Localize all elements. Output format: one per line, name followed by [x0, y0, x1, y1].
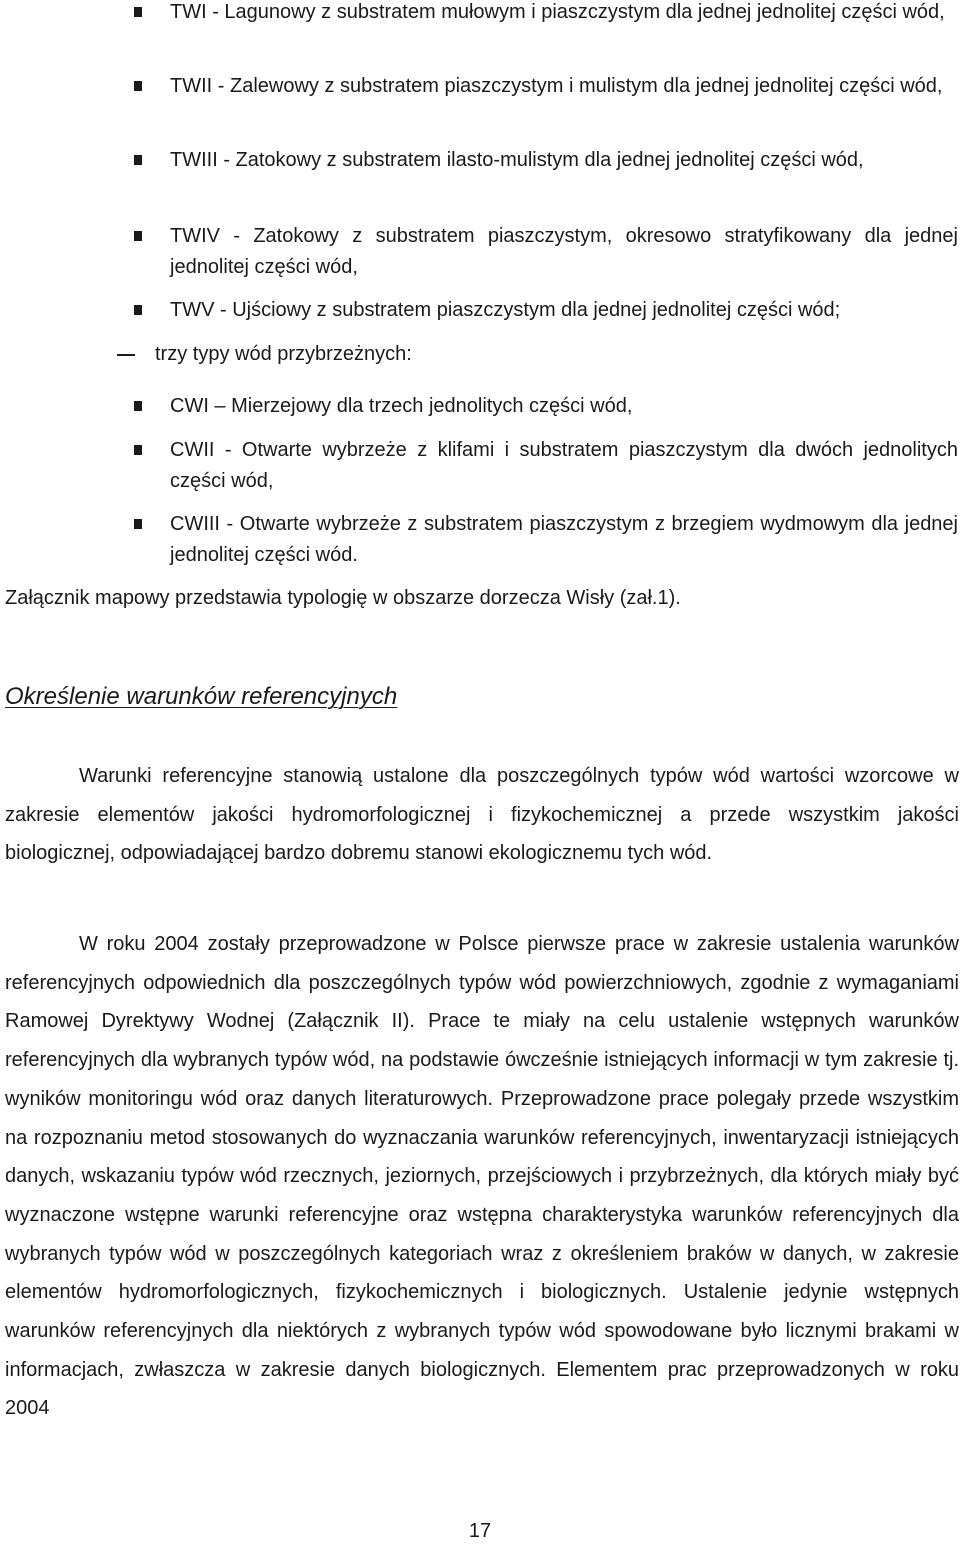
dash-list-item — [155, 339, 955, 370]
list-item-twiii — [170, 145, 958, 176]
list-item-text: TWIII - Zatokowy z substratem ilasto-mulistym dla jednej jednolitej części wód, — [170, 149, 864, 171]
square-bullet-icon — [134, 401, 142, 411]
square-bullet-icon — [134, 445, 142, 455]
list-item-text: TWII - Zalewowy z substratem piaszczystym i mulistym dla jednej jednolitej części wód, — [170, 75, 943, 97]
list-item-text: TWIV - Zatokowy z substratem piaszczystym, okresowo stratyfikowany dla jednej jednolitej części wód, — [170, 225, 958, 278]
list-item-cwiii — [170, 509, 958, 571]
square-bullet-icon — [134, 81, 142, 91]
list-item-twii — [170, 71, 958, 102]
paragraph-1: Warunki referencyjne stanowią ustalone dla poszczególnych typów wód wartości wzorcowe w zakresie elementów jakości hydromorfologicznej i fizykochemicznej a przede wszystkim jakości biologicznej, odpowiadającej bardzo dobremu stanowi ekologicznemu tych wód. — [5, 765, 959, 865]
square-bullet-icon — [134, 231, 142, 241]
paragraph-2: W roku 2004 zostały przeprowadzone w Polsce pierwsze prace w zakresie ustalenia warunków referencyjnych odpowiednich dla poszczególnych typów wód powierzchniowych, zgodnie z wymaganiami Ramowej Dyrektywy Wodnej (Załącznik II). Prace te miały na celu ustalenie wstępnych warunków referencyjnych dla wybranych typów wód, na podstawie ówcześnie istniejących informacji w tym zakresie tj. wyników monitoringu wód oraz danych literaturowych. Przeprowadzone prace polegały przede wszystkim na rozpoznaniu metod stosowanych do wyznaczania warunków referencyjnych, inwentaryzacji istniejących danych, wskazaniu typów wód rzecznych, jeziornych, przejściowych i przybrzeżnych, dla których miały być wyznaczone wstępne warunki referencyjne oraz wstępna charakterystyka warunków referencyjnych dla wybranych typów wód w poszczególnych kategoriach wraz z określeniem braków w danych, w zakresie elementów hydromorfologicznych, fizykochemicznych i biologicznych. Ustalenie jedynie wstępnych warunków referencyjnych dla niektórych z wybranych typów wód spowodowane było licznymi brakami w informacjach, zwłaszcza w zakresie danych biologicznych. Elementem prac przeprowadzonych w roku 2004 — [5, 933, 959, 1420]
list-item-text: CWII - Otwarte wybrzeże z klifami i substratem piaszczystym dla dwóch jednolitych części wód, — [170, 439, 958, 492]
annex-note: Załącznik mapowy przedstawia typologię w obszarze dorzecza Wisły (zał.1). — [5, 587, 681, 609]
list-item-text: TWI - Lagunowy z substratem mułowym i piaszczystym dla jednej jednolitej części wód, — [170, 1, 945, 23]
square-bullet-icon — [134, 519, 142, 529]
list-item-cwii — [170, 435, 958, 497]
list-item-twiv — [170, 221, 958, 283]
dash-bullet-icon — [117, 354, 135, 356]
section-heading: Określenie warunków referencyjnych — [5, 683, 398, 710]
square-bullet-icon — [134, 155, 142, 165]
square-bullet-icon — [134, 305, 142, 315]
list-item-twi — [170, 0, 958, 28]
list-item-text: CWI – Mierzejowy dla trzech jednolitych części wód, — [170, 395, 633, 417]
list-item-text: CWIII - Otwarte wybrzeże z substratem piaszczystym z brzegiem wydmowym dla jednej jednolitej części wód. — [170, 513, 958, 566]
square-bullet-icon — [134, 7, 142, 17]
list-item-cwi — [170, 391, 958, 422]
page-number: 17 — [468, 1520, 492, 1542]
dash-list-text: trzy typy wód przybrzeżnych: — [155, 343, 412, 365]
list-item-twv — [170, 295, 958, 326]
list-item-text: TWV - Ujściowy z substratem piaszczystym dla jednej jednolitej części wód; — [170, 299, 841, 321]
